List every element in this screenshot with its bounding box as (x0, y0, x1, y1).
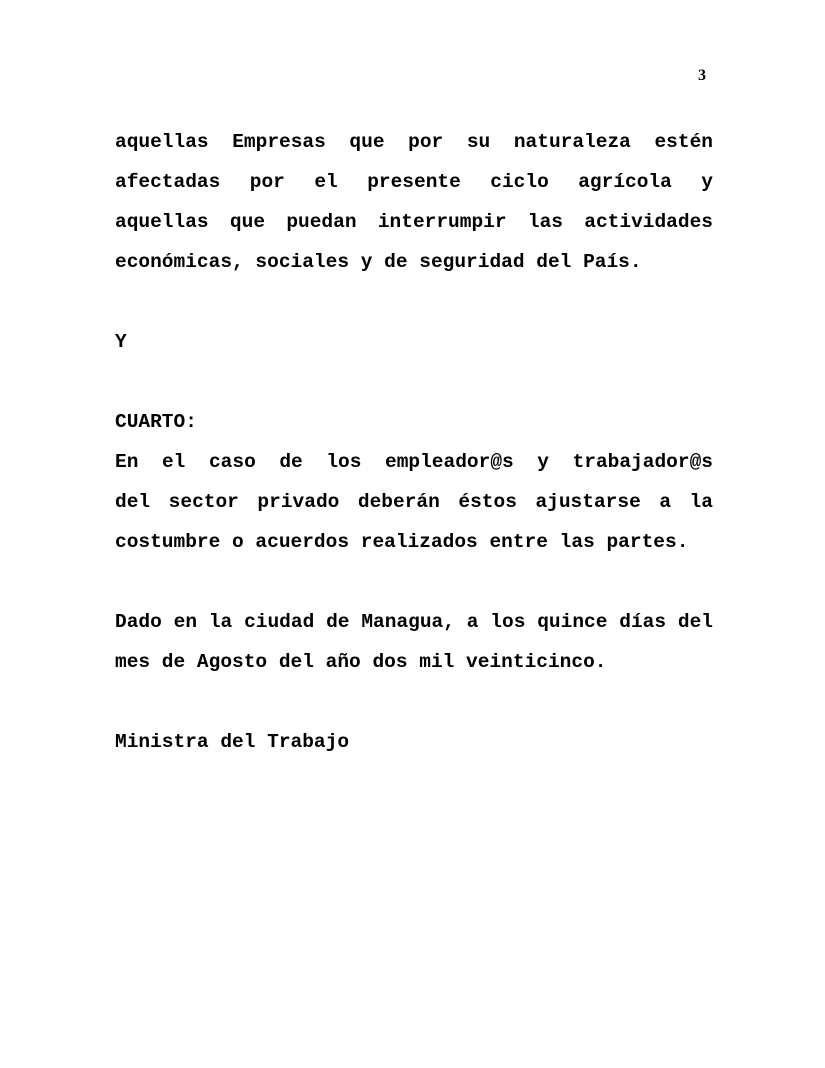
section-heading-cuarto: CUARTO: (115, 411, 197, 433)
closing-paragraph (115, 602, 713, 682)
conjunction-y (115, 322, 713, 362)
paragraph-empresas (115, 122, 713, 282)
closing-line: mes de Agosto del año dos mil veinticinco. (115, 651, 607, 673)
paragraph-line: económicas, sociales y de seguridad del País. (115, 251, 642, 273)
conjunction-text: Y (115, 331, 127, 353)
signature-title: Ministra del Trabajo (115, 731, 350, 753)
page-number: 3 (698, 67, 706, 84)
closing-line: Dado en la ciudad de Managua, a los quince días del (115, 611, 713, 633)
paragraph-line: aquellas Empresas que por su naturaleza estén (115, 131, 713, 153)
paragraph-line: aquellas que puedan interrumpir las actividades (115, 211, 713, 233)
paragraph-line: afectadas por el presente ciclo agrícola y (115, 171, 713, 193)
signature-block (115, 722, 713, 762)
section-line: costumbre o acuerdos realizados entre las partes. (115, 531, 689, 553)
section-line: del sector privado deberán éstos ajustarse a la (115, 491, 713, 513)
section-cuarto (115, 402, 713, 562)
section-line: En el caso de los empleador@s y trabajador@s (115, 451, 713, 473)
